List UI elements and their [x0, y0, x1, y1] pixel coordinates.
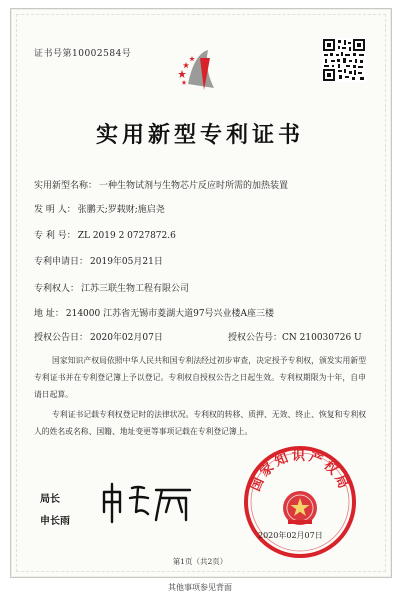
- grant-statement-paragraph: 国家知识产权局依照中华人民共和国专利法经过初步审查，决定授予专利权，颁发实用新型专利证书并在专利登记簿上予以登记。专利权自授权公告之日起生效。专利权期限为十年，自申请日起算。: [34, 356, 366, 399]
- certificate-number: 证书号第10002584号: [34, 49, 132, 59]
- patent-number-label: 专 利 号：: [34, 231, 76, 241]
- qr-code-icon: [322, 38, 366, 82]
- grant-date-row: [34, 330, 163, 343]
- filing-date-value: 2019年05月21日: [90, 257, 163, 267]
- address-label: 地 址：: [34, 309, 64, 319]
- grant-number-row: [228, 330, 362, 343]
- patentee-row: [34, 281, 189, 294]
- seal-text: 国家知识产权局: [248, 449, 352, 494]
- director-name: 申长雨: [40, 516, 70, 527]
- model-name-value: 一种生物试剂与生物芯片反应时所需的加热装置: [99, 181, 289, 191]
- director-title: 局长: [40, 494, 60, 505]
- legal-status-paragraph: 专利证书记载专利权登记时的法律状况。专利权的转移、质押、无效、终止、恢复和专利权人的姓名或名称、国籍、地址变更等事项记载在专利登记簿上。: [34, 410, 366, 436]
- address-value: 214000 江苏省无锡市菱湖大道97号兴业楼A座三楼: [65, 309, 275, 319]
- patent-number-row: [34, 228, 176, 241]
- patentee-value: 江苏三联生物工程有限公司: [81, 284, 190, 294]
- patentee-label: 专利权人：: [34, 284, 80, 294]
- grant-number-value: CN 210030726 U: [282, 333, 362, 343]
- grant-date-label: 授权公告日：: [34, 333, 89, 343]
- page-number: 第1页（共2页）: [172, 557, 228, 566]
- svg-text:国家知识产权局: [247, 448, 351, 494]
- grant-number-label: 授权公告号：: [228, 333, 283, 343]
- cnipa-logo-icon: [174, 44, 228, 98]
- model-name-row: [34, 178, 288, 191]
- director-signature: [98, 478, 198, 526]
- certificate-title: 实用新型专利证书: [95, 122, 304, 148]
- inventor-value: 张鹏天;罗载财;施启尧: [77, 205, 165, 215]
- patent-number-value: ZL 2019 2 0727872.6: [77, 231, 176, 241]
- filing-date-row: [34, 254, 163, 267]
- inventor-row: [34, 202, 165, 215]
- address-row: [34, 306, 274, 319]
- seal-date: 2020年02月07日: [258, 531, 323, 540]
- inventor-label: 发 明 人：: [34, 205, 76, 215]
- grant-date-value: 2020年02月07日: [90, 333, 163, 343]
- filing-date-label: 专利申请日：: [34, 257, 89, 267]
- official-seal: [242, 444, 358, 560]
- model-name-label: 实用新型名称：: [34, 181, 98, 191]
- see-reverse-note: 其他事项参见背面: [168, 583, 232, 592]
